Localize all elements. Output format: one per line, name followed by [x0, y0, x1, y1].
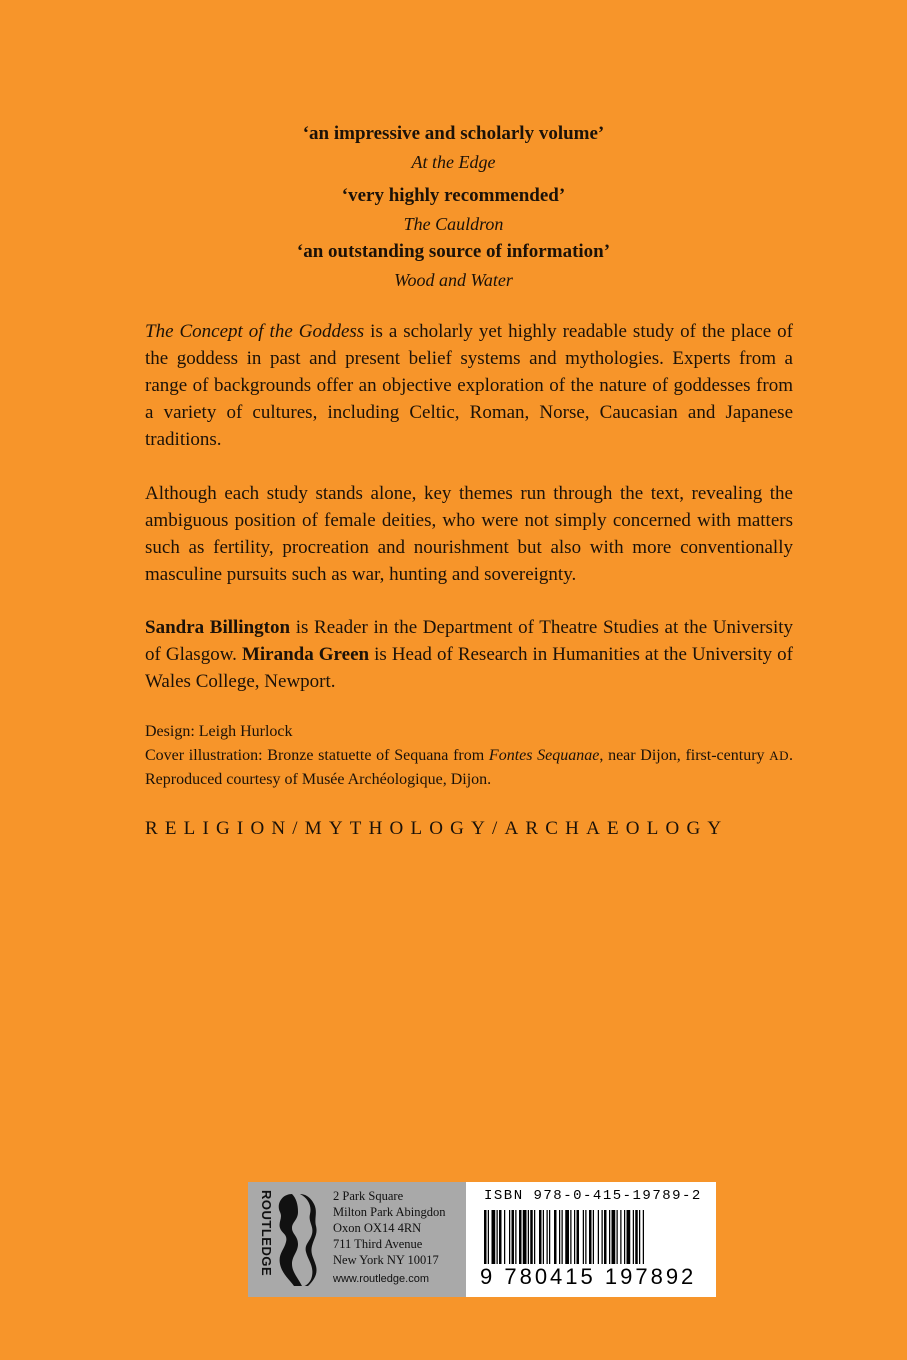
isbn-label: ISBN 978-0-415-19789-2 — [484, 1188, 702, 1204]
address-line-4: 711 Third Avenue — [333, 1237, 423, 1251]
cover-credit-era: AD — [769, 748, 790, 763]
cover-credit-source: Fontes Sequanae — [488, 747, 600, 764]
publisher-logo-name: ROUTLEDGE — [259, 1190, 274, 1277]
publisher-panel — [248, 1182, 466, 1297]
publisher-address — [333, 1188, 446, 1287]
description-paragraph-1 — [145, 318, 793, 453]
review-quote-3: ‘an outstanding source of information’ — [296, 241, 611, 262]
subject-category: RELIGION/MYTHOLOGY/ARCHAEOLOGY — [145, 818, 729, 839]
review-source-1: At the Edge — [411, 152, 496, 172]
author-2-name: Miranda Green — [241, 644, 370, 665]
author-1-name: Sandra Billington — [145, 617, 291, 638]
address-line-3: Oxon OX14 4RN — [333, 1221, 422, 1235]
cover-credit-text-1: Cover illustration: Bronze statuette of Sequana from — [145, 747, 489, 764]
routledge-logo — [248, 1182, 324, 1297]
address-line-1: 2 Park Square — [333, 1189, 404, 1203]
cover-credit-text-2: , near Dijon, first-century — [599, 747, 770, 764]
credits — [145, 720, 793, 792]
isbn-barcode — [466, 1182, 716, 1297]
cover-credit-text-3: . Reproduced courtesy of Musée Archéologique, Dijon. — [145, 747, 794, 788]
author-bio — [145, 614, 793, 695]
description-paragraph-2: Although each study stands alone, key themes run through the text, revealing the ambiguous position of female deities, who were not simply concerned with matters such as fertility, procreation and nourishment but also with more conventionally masculine pursuits such as war, hunting and sovereignty. — [145, 483, 793, 585]
description-text-1: is a scholarly yet highly readable study of the place of the goddess in past and present belief systems and mythologies. Experts from a range of backgrounds offer an objective exploration of the nature of goddesses from a variety of cultures, including Celtic, Roman, Norse, Caucasian and Japanese traditions. — [145, 321, 793, 450]
author-1-text: is Reader in the Department of Theatre Studies at the University of Glasgow. — [145, 617, 793, 665]
review-quote-1: ‘an impressive and scholarly volume’ — [302, 123, 605, 144]
book-title: The Concept of the Goddess — [145, 321, 365, 342]
review-quote-2: ‘very highly recommended’ — [341, 185, 566, 206]
cover-credit — [145, 744, 793, 792]
ean-digits: 9 780415 197892 — [480, 1264, 697, 1289]
publisher-url: www.routledge.com — [333, 1273, 429, 1285]
review-source-3: Wood and Water — [394, 270, 513, 290]
address-line-5: New York NY 10017 — [333, 1253, 439, 1267]
review-quotes — [0, 120, 907, 294]
author-2-text: is Head of Research in Humanities at the University of Wales College, Newport. — [145, 644, 793, 692]
address-line-2: Milton Park Abingdon — [333, 1205, 446, 1219]
review-source-2: The Cauldron — [403, 214, 504, 234]
design-credit: Design: Leigh Hurlock — [145, 723, 293, 740]
